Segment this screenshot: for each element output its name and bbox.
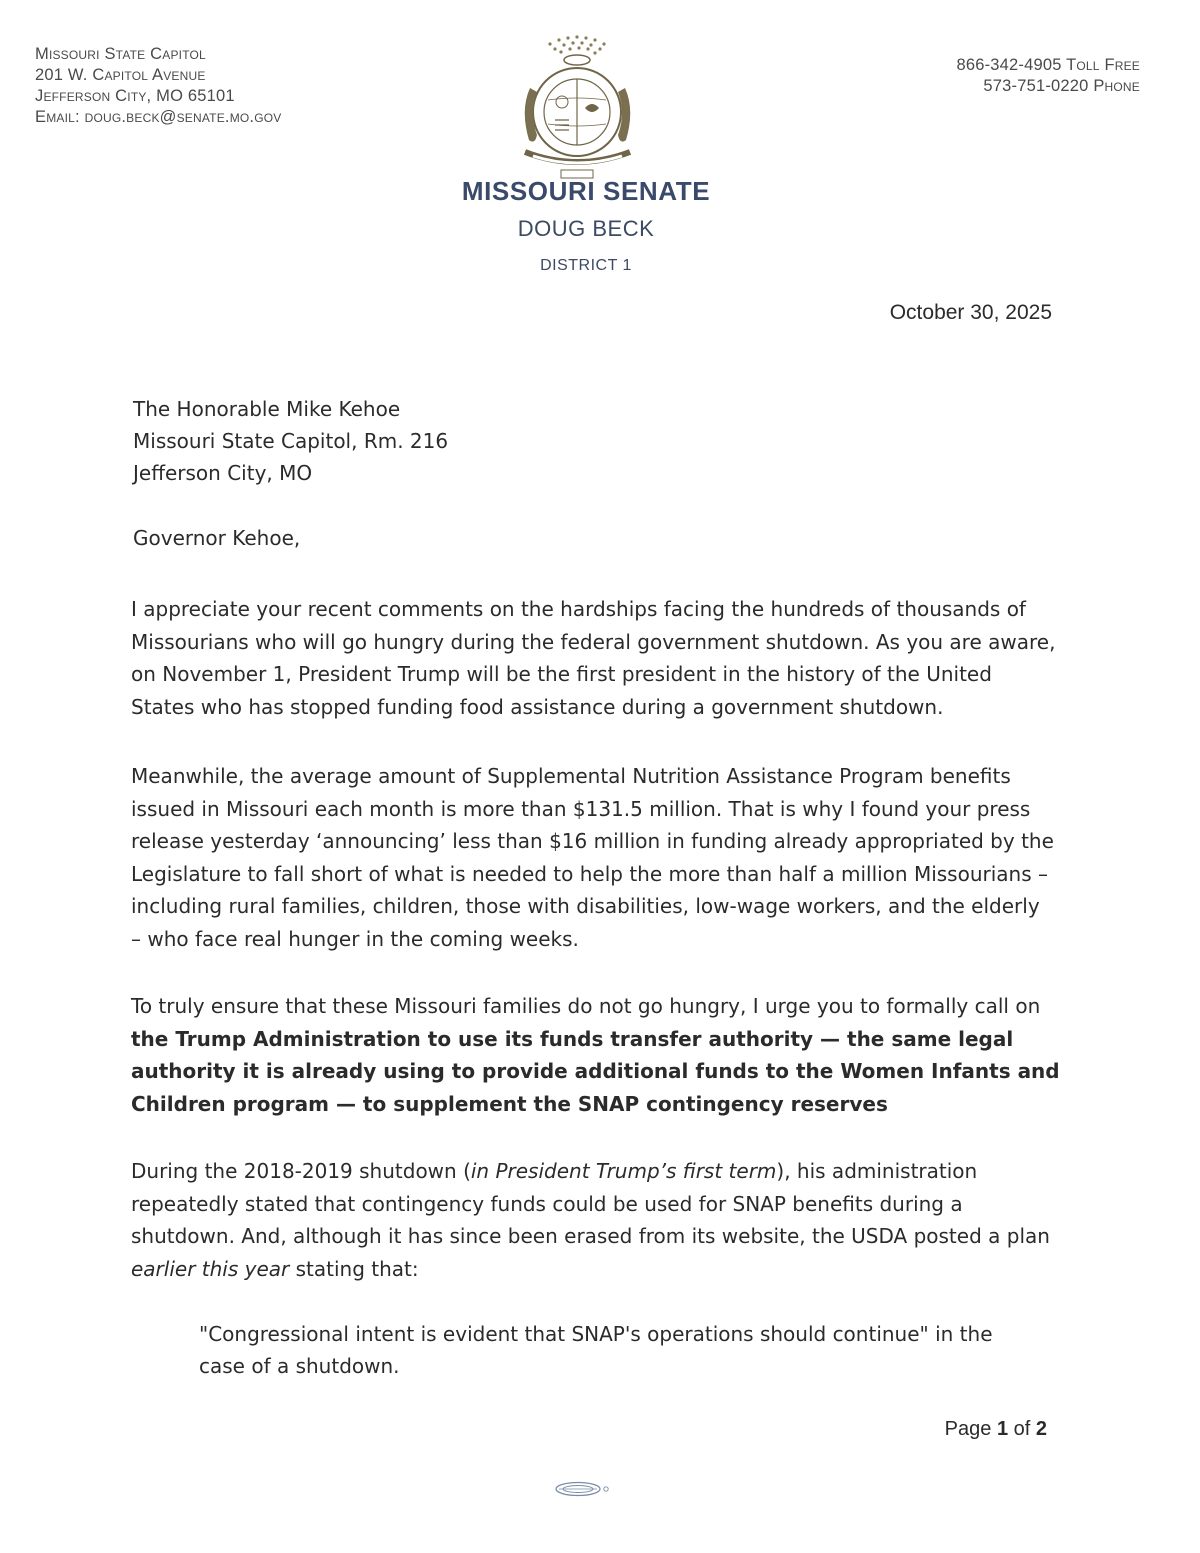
paragraph-line: including rural families, children, those with disabilities, low-wage workers, and the elderly: [131, 894, 1040, 918]
quote-line: "Congressional intent is evident that SNAP's operations should continue" in the: [199, 1322, 993, 1346]
paragraph-text: ), his administration: [776, 1159, 978, 1183]
senate-title: MISSOURI SENATE: [461, 176, 711, 206]
paragraph-line: Meanwhile, the average amount of Supplemental Nutrition Assistance Program benefits: [131, 764, 1011, 788]
page-total: 2: [1035, 1418, 1047, 1440]
bold-request-line: Children program — to supplement the SNAP contingency reserves: [131, 1091, 888, 1116]
page-word: Page: [944, 1418, 992, 1440]
office-phone: 573-751-0220 Phone: [983, 77, 1140, 95]
paragraph-line: on November 1, President Trump will be the first president in the history of the United: [131, 662, 992, 686]
paragraph-text: During the 2018-2019 shutdown (: [131, 1159, 471, 1183]
recipient-line: The Honorable Mike Kehoe: [133, 397, 401, 421]
bold-request-line: the Trump Administration to use its funds transfer authority — the same legal: [131, 1026, 1014, 1051]
address-line: Missouri State Capitol: [35, 45, 206, 63]
paragraph-1: [131, 593, 1061, 723]
paragraph-line: Legislature to fall short of what is needed to help the more than half a million Missourians –: [131, 861, 1049, 886]
quote-line: case of a shutdown.: [199, 1354, 400, 1378]
email-line: Email: doug.beck@senate.mo.gov: [35, 108, 282, 126]
bold-request-line: authority it is already using to provide additional funds to the Women Infants and: [131, 1059, 1060, 1083]
union-bug-icon: [553, 1480, 613, 1498]
missouri-state-seal-icon: [515, 30, 640, 185]
paragraph-line: repeatedly stated that contingency funds could be used for SNAP benefits during a: [131, 1191, 963, 1216]
paragraph-line: issued in Missouri each month is more than $131.5 million. That is why I found your press: [131, 796, 1031, 821]
paragraph-3: [131, 990, 1061, 1120]
salutation: Governor Kehoe,: [133, 526, 301, 550]
paragraph-line: Missourians who will go hungry during the federal government shutdown. As you are aware,: [131, 629, 1056, 654]
recipient-line: Missouri State Capitol, Rm. 216: [133, 429, 449, 453]
sender-address: [35, 44, 282, 128]
senator-name: DOUG BECK: [517, 216, 655, 241]
letter-date: October 30, 2025: [889, 301, 1052, 324]
phone-numbers: [956, 55, 1140, 97]
paragraph-line: To truly ensure that these Missouri families do not go hungry, I urge you to formally call on: [131, 994, 1041, 1018]
block-quote: [199, 1318, 1059, 1382]
paragraph-line: I appreciate your recent comments on the hardships facing the hundreds of thousands of: [131, 597, 1026, 621]
italic-text: in President Trump’s first term: [470, 1159, 777, 1183]
paragraph-text: stating that:: [289, 1256, 419, 1281]
italic-text: earlier this year: [131, 1256, 290, 1281]
page-of: of: [1013, 1418, 1031, 1440]
recipient-address: [133, 393, 448, 489]
district-label: DISTRICT 1: [540, 257, 632, 274]
toll-free-phone: 866-342-4905 Toll Free: [956, 56, 1140, 74]
page-current: 1: [996, 1418, 1009, 1440]
paragraph-line: shutdown. And, although it has since been erased from its website, the USDA posted a plan: [131, 1224, 1050, 1248]
page-number: [945, 1418, 1047, 1441]
paragraph-line: release yesterday ‘announcing’ less than $16 million in funding already appropriated by the: [131, 829, 1054, 853]
paragraph-2: [131, 760, 1061, 955]
paragraph-line: States who has stopped funding food assistance during a government shutdown.: [131, 694, 944, 719]
address-line: Jefferson City, MO 65101: [35, 87, 235, 105]
address-line: 201 W. Capitol Avenue: [35, 66, 206, 84]
paragraph-4: [131, 1155, 1061, 1285]
paragraph-line: – who face real hunger in the coming weeks.: [131, 926, 579, 951]
recipient-line: Jefferson City, MO: [133, 461, 313, 485]
